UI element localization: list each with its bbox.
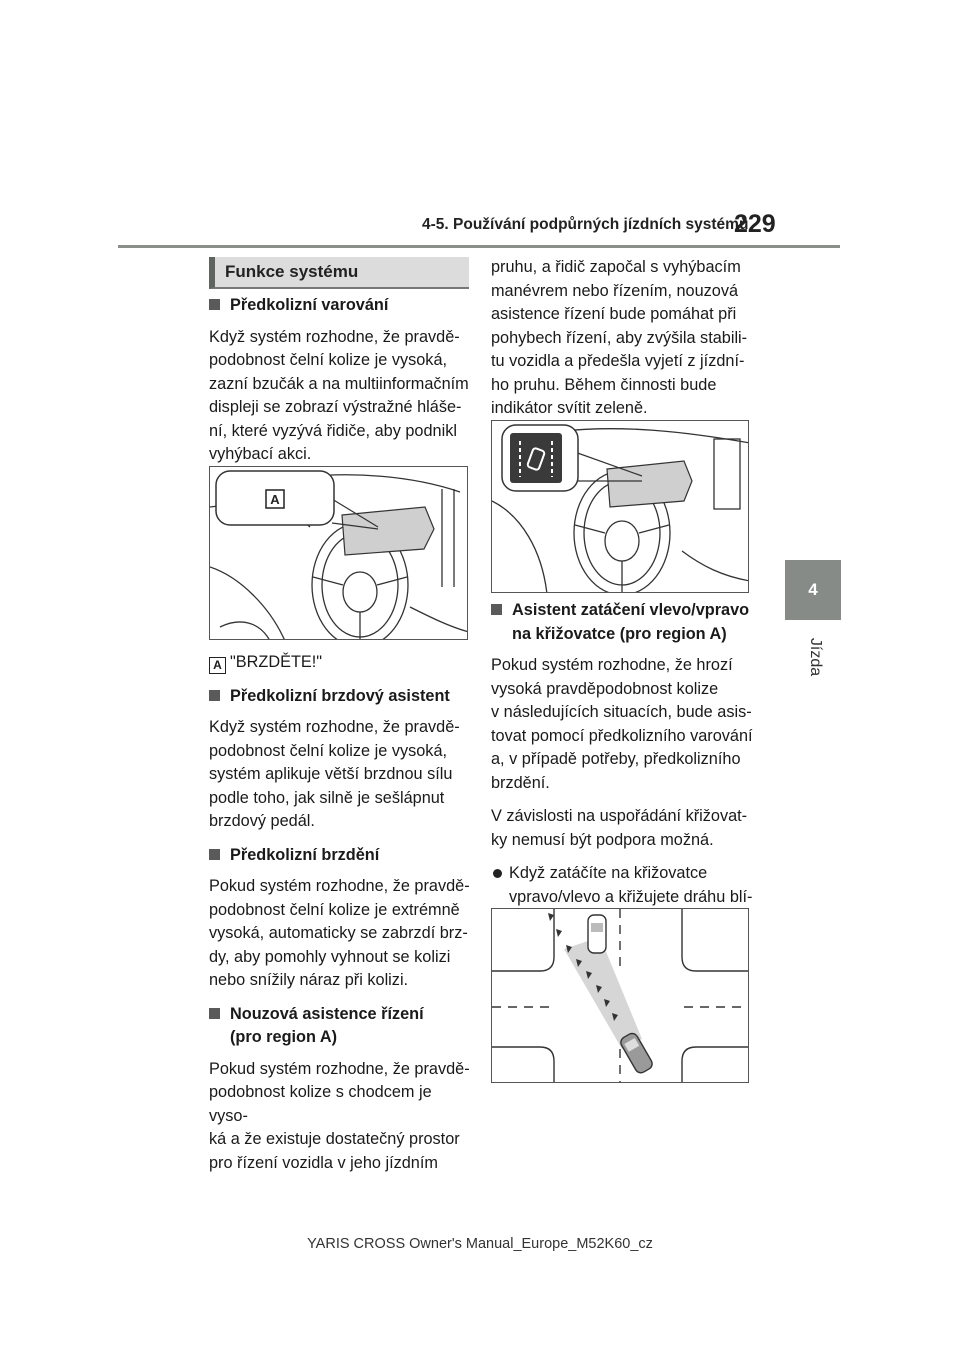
heading-pre-collision-warning: Předkolizní varování [209, 294, 471, 318]
text-line: tovat pomocí předkolizního varování [491, 726, 753, 745]
left-column-top [209, 294, 471, 467]
text-line: vysoká, automaticky se zabrzdí brz- [209, 924, 468, 942]
text-line: podle toho, jak silně je sešlápnut [209, 788, 445, 807]
text-line: tu vozidla a předešla vyjetí z jízdní- [491, 352, 745, 370]
page-number: 229 [734, 210, 776, 238]
figure-legend [209, 651, 471, 675]
text-line: a, v případě potřeby, předkolizního [491, 750, 741, 768]
section-heading: Funkce systému [209, 257, 469, 289]
text-line: Když zatáčíte na křižovatce [509, 864, 708, 882]
text-line: dy, aby pomohly vyhnout se kolizi [209, 947, 451, 966]
text-line: podobnost kolize s chodcem je vyso- [209, 1083, 432, 1125]
chapter-tab: 4 [785, 560, 841, 620]
heading-brake-assist: Předkolizní brzdový asistent [209, 685, 471, 709]
intersection-illustration [492, 909, 749, 1083]
figure-intersection [491, 908, 749, 1083]
text-line: pohybech řízení, aby zvýšila stabili- [491, 328, 748, 347]
detection-zone [564, 937, 642, 1049]
heading-emergency-steering: Nouzová asistence řízení [209, 1003, 471, 1027]
text-line: pro řízení vozidla v jeho jízdním [209, 1153, 438, 1172]
text-line: ky nemusí být podpora možná. [491, 830, 714, 849]
text-line: indikátor svítit zeleně. [491, 399, 648, 417]
heading-pre-collision-braking: Předkolizní brzdění [209, 844, 471, 868]
text-line: ká a že existuje dostatečný prostor [209, 1130, 460, 1148]
text-line: brzdění. [491, 773, 550, 792]
text-line: Když systém rozhodne, že pravdě- [209, 327, 460, 346]
text-line: vyhýbací akci. [209, 445, 312, 463]
heading-intersection-assist: Asistent zatáčení vlevo/vpravo [491, 599, 753, 623]
text-line: v následujících situacích, bude asis- [491, 703, 752, 721]
paragraph-steering-continued [491, 256, 753, 421]
text-line: ho pruhu. Během činnosti bude [491, 375, 717, 394]
right-column-top [491, 256, 753, 421]
text-line: V závislosti na uspořádání křižovat- [491, 807, 748, 825]
left-column-mid [209, 651, 471, 1175]
text-line: vpravo/vlevo a křižujete dráhu blí- [509, 887, 753, 906]
figure-dashboard-warning [209, 466, 468, 640]
footer-manual-id: YARIS CROSS Owner's Manual_Europe_M52K60_cz [307, 1236, 653, 1252]
text-line: Když systém rozhodne, že pravdě- [209, 718, 460, 736]
text-line: systém aplikuje větší brzdnou sílu [209, 765, 453, 783]
paragraph-intersection [491, 654, 753, 795]
figure-dashboard-indicator [491, 420, 749, 593]
text-line: podobnost čelní kolize je vysoká, [209, 741, 448, 760]
turning-car-icon [619, 1031, 655, 1075]
text-line: podobnost čelní kolize je extrémně [209, 900, 460, 919]
text-line: zazní bzučák a na multiinformačním [209, 374, 469, 393]
text-line: Pokud systém rozhodne, že hrozí [491, 656, 733, 674]
legend-text: "BRZDĚTE!" [230, 653, 323, 671]
dashboard-illustration [210, 467, 468, 640]
heading-emergency-steering-region: (pro region A) [230, 1028, 338, 1046]
header-section-title: 4-5. Používání podpůrných jízdních systémů [422, 216, 749, 233]
text-line: displeji se zobrazí výstražné hláše- [209, 398, 462, 416]
text-line: pruhu, a řidič započal s vyhýbacím [491, 258, 741, 276]
right-column-mid [491, 599, 753, 933]
paragraph-warning [209, 326, 471, 467]
paragraph-layout-note [491, 805, 753, 852]
text-line: ní, které vyzývá řidiče, aby podnikl [209, 421, 457, 440]
text-line: Pokud systém rozhodne, že pravdě- [209, 877, 470, 895]
text-line: asistence řízení bude pomáhat při [491, 305, 737, 323]
legend-marker-a: A [209, 657, 226, 674]
text-line: brzdový pedál. [209, 812, 315, 830]
lane-assist-indicator-icon [510, 433, 562, 483]
dashboard-indicator-illustration [492, 421, 749, 593]
paragraph-brake-assist [209, 716, 471, 834]
header-rule [118, 245, 840, 248]
heading-intersection-assist-line2: na křižovatce (pro region A) [512, 624, 727, 643]
paragraph-braking [209, 875, 471, 993]
text-line: podobnost čelní kolize je vysoká, [209, 351, 448, 369]
callout-label-a: A [270, 492, 280, 507]
oncoming-car-icon [588, 915, 606, 953]
text-line: vysoká pravděpodobnost kolize [491, 679, 719, 698]
text-line: manévrem nebo řízením, nouzová [491, 281, 739, 300]
text-line: Pokud systém rozhodne, že pravdě- [209, 1059, 470, 1078]
paragraph-emergency-steering [209, 1058, 471, 1176]
chapter-label: Jízda [807, 637, 824, 677]
text-line: nebo snížily náraz při kolizi. [209, 971, 409, 989]
